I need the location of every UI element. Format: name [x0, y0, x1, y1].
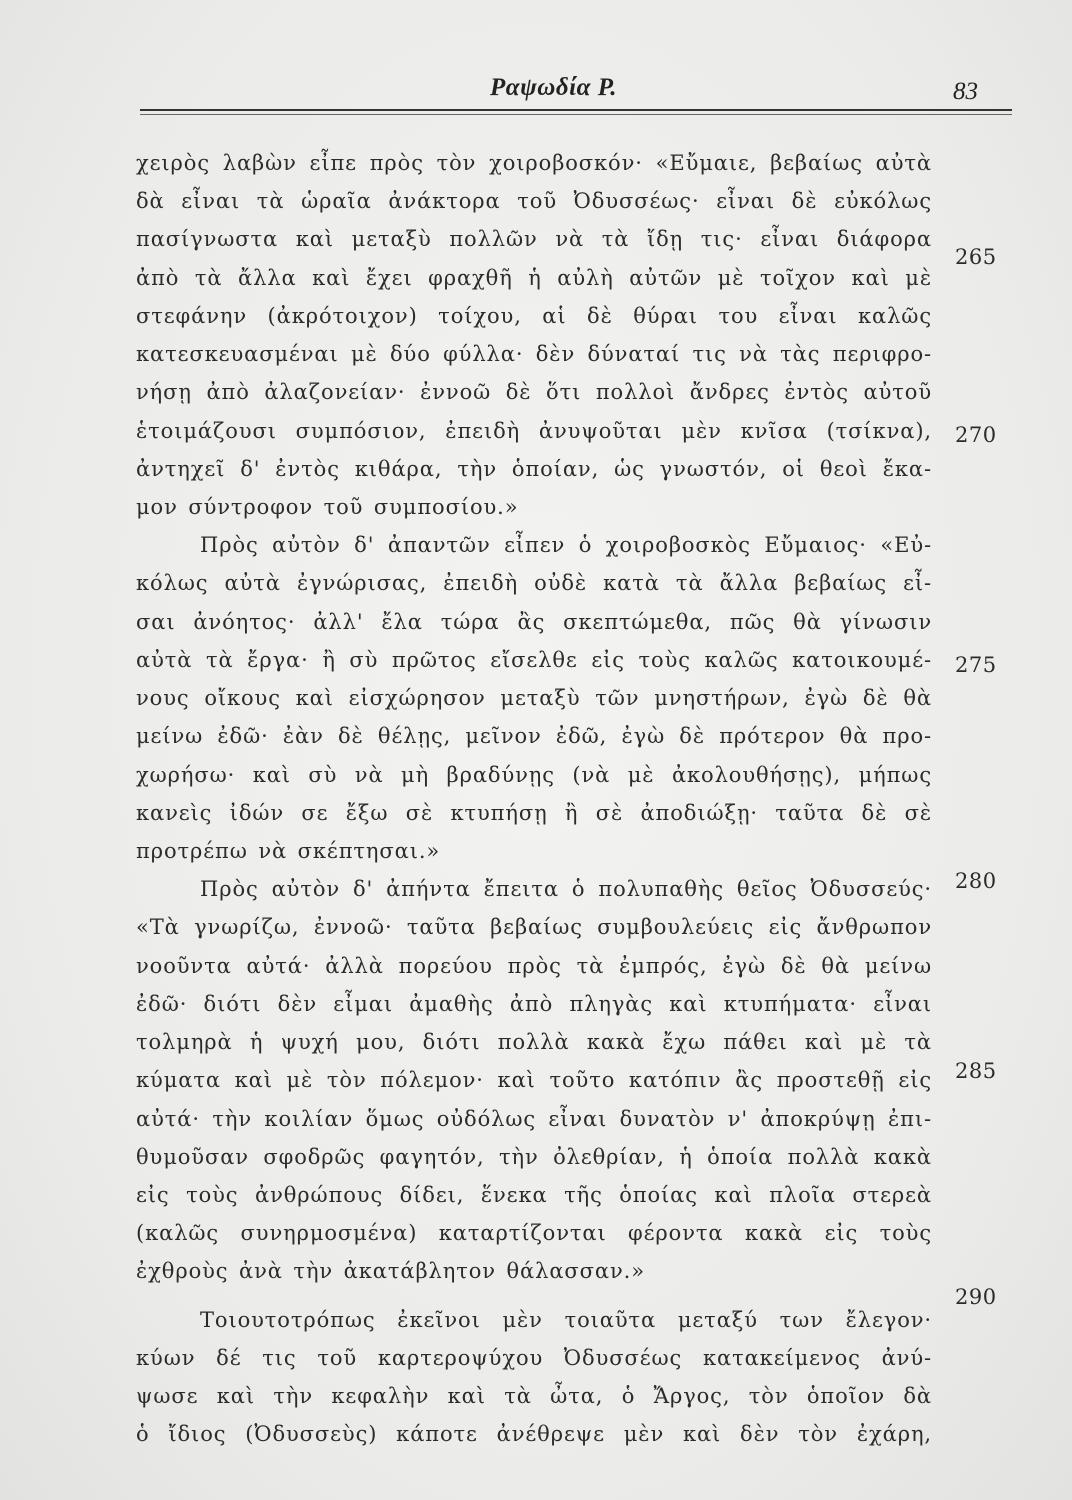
text-line: στεφάνην (ἀκρότοιχον) τοίχου, αἱ δὲ θύραι του εἶναι καλῶς: [136, 304, 932, 328]
text-line: μον σύντροφον τοῦ συμποσίου.»: [136, 495, 519, 519]
text-line: Τοιουτοτρόπως ἐκεῖνοι μὲν τοιαῦτα μεταξύ των ἔλεγον·: [200, 1308, 932, 1332]
text-line: Πρὸς αὐτὸν δ' ἀπαντῶν εἶπεν ὁ χοιροβοσκὸς Εὔμαιος· «Εὐ-: [200, 533, 932, 557]
text-line: κανεὶς ἰδών σε ἔξω σὲ κτυπήσῃ ἢ σὲ ἀποδιώξῃ· ταῦτα δὲ σὲ: [136, 801, 932, 825]
page-number: 83: [953, 78, 978, 105]
text-line: κύων δέ τις τοῦ καρτεροψύχου Ὀδυσσέως κατακείμενος ἀνύ-: [136, 1346, 932, 1370]
text-line: νους οἴκους καὶ εἰσχώρησον μεταξὺ τῶν μνηστήρων, ἐγὼ δὲ θὰ: [136, 686, 932, 710]
text-line: αὐτά· τὴν κοιλίαν ὅμως οὐδόλως εἶναι δυνατὸν ν' ἀποκρύψῃ ἐπι-: [136, 1107, 932, 1131]
header-rule: [140, 109, 1012, 111]
text-line: ἐδῶ· διότι δὲν εἶμαι ἀμαθὴς ἀπὸ πληγὰς καὶ κτυπήματα· εἶναι: [136, 992, 932, 1016]
text-line: Πρὸς αὐτὸν δ' ἀπήντα ἔπειτα ὁ πολυπαθὴς θεῖος Ὀδυσσεύς·: [200, 877, 932, 901]
text-line: πασίγνωστα καὶ μεταξὺ πολλῶν νὰ τὰ ἴδῃ τις· εἶναι διάφορα: [136, 227, 932, 251]
text-line: εἰς τοὺς ἀνθρώπους δίδει, ἕνεκα τῆς ὁποίας καὶ πλοῖα στερεὰ: [136, 1183, 932, 1207]
line-number: 280: [955, 869, 997, 893]
text-line: ἀντηχεῖ δ' ἐντὸς κιθάρα, τὴν ὁποίαν, ὡς γνωστόν, οἱ θεοὶ ἔκα-: [136, 457, 932, 481]
text-line: νήσῃ ἀπὸ ἀλαζονείαν· ἐννοῶ δὲ ὅτι πολλοὶ ἄνδρες ἐντὸς αὐτοῦ: [136, 380, 932, 404]
text-line: ἀπὸ τὰ ἄλλα καὶ ἔχει φραχθῆ ἡ αὐλὴ αὐτῶν μὲ τοῖχον καὶ μὲ: [136, 266, 932, 290]
text-line: κόλως αὐτὰ ἐγνώρισας, ἐπειδὴ οὐδὲ κατὰ τὰ ἄλλα βεβαίως εἶ-: [136, 571, 932, 595]
line-number: 270: [955, 423, 997, 447]
text-line: μείνω ἐδῶ· ἐὰν δὲ θέλῃς, μεῖνον ἐδῶ, ἐγὼ δὲ πρότερον θὰ προ-: [136, 724, 932, 748]
line-number: 285: [955, 1059, 997, 1083]
text-line: ὁ ἴδιος (Ὀδυσσεὺς) κάποτε ἀνέθρεψε μὲν καὶ δὲν τὸν ἐχάρη,: [136, 1422, 932, 1446]
text-line: αὐτὰ τὰ ἔργα· ἢ σὺ πρῶτος εἴσελθε εἰς τοὺς καλῶς κατοικουμέ-: [136, 648, 932, 672]
text-line: κύματα καὶ μὲ τὸν πόλεμον· καὶ τοῦτο κατόπιν ἂς προστεθῇ εἰς: [136, 1068, 932, 1092]
text-line: τολμηρὰ ἡ ψυχή μου, διότι πολλὰ κακὰ ἔχω πάθει καὶ μὲ τὰ: [136, 1030, 932, 1054]
line-number: 275: [955, 653, 997, 677]
text-line: κατεσκευασμέναι μὲ δύο φύλλα· δὲν δύναταί τις νὰ τὰς περιφρο-: [136, 342, 932, 366]
header-rule-thin: [140, 114, 1012, 115]
text-line: νοοῦντα αὐτά· ἀλλὰ πορεύου πρὸς τὰ ἐμπρός, ἐγὼ δὲ θὰ μείνω: [136, 954, 932, 978]
text-line: θυμοῦσαν σφοδρῶς φαγητόν, τὴν ὀλεθρίαν, ἡ ὁποία πολλὰ κακὰ: [136, 1145, 932, 1169]
text-line: ψωσε καὶ τὴν κεφαλὴν καὶ τὰ ὦτα, ὁ Ἄργος, τὸν ὁποῖον δὰ: [136, 1384, 932, 1408]
text-line: χωρήσω· καὶ σὺ νὰ μὴ βραδύνῃς (νὰ μὲ ἀκολουθήσῃς), μήπως: [136, 763, 932, 787]
text-line: σαι ἀνόητος· ἀλλ' ἔλα τώρα ἂς σκεπτώμεθα, πῶς θὰ γίνωσιν: [136, 610, 932, 634]
text-line: δὰ εἶναι τὰ ὡραῖα ἀνάκτορα τοῦ Ὀδυσσέως· εἶναι δὲ εὐκόλως: [136, 189, 932, 213]
text-line: (καλῶς συνηρμοσμένα) καταρτίζονται φέροντα κακὰ εἰς τοὺς: [136, 1221, 932, 1245]
text-line: ἑτοιμάζουσι συμπόσιον, ἐπειδὴ ἀνυψοῦται μὲν κνῖσα (τσίκνα),: [136, 419, 932, 443]
text-line: «Τὰ γνωρίζω, ἐννοῶ· ταῦτα βεβαίως συμβουλεύεις εἰς ἄνθρωπον: [136, 915, 932, 939]
line-number: 290: [955, 1285, 997, 1309]
text-line: ἐχθροὺς ἀνὰ τὴν ἀκατάβλητον θάλασσαν.»: [136, 1259, 645, 1283]
text-line: προτρέπω νὰ σκέπτησαι.»: [136, 839, 441, 863]
text-line: χειρὸς λαβὼν εἶπε πρὸς τὸν χοιροβοσκόν· «Εὔμαιε, βεβαίως αὐτὰ: [136, 151, 932, 175]
running-head-title: Ραψωδία Ρ.: [490, 74, 618, 101]
line-number: 265: [955, 245, 997, 269]
